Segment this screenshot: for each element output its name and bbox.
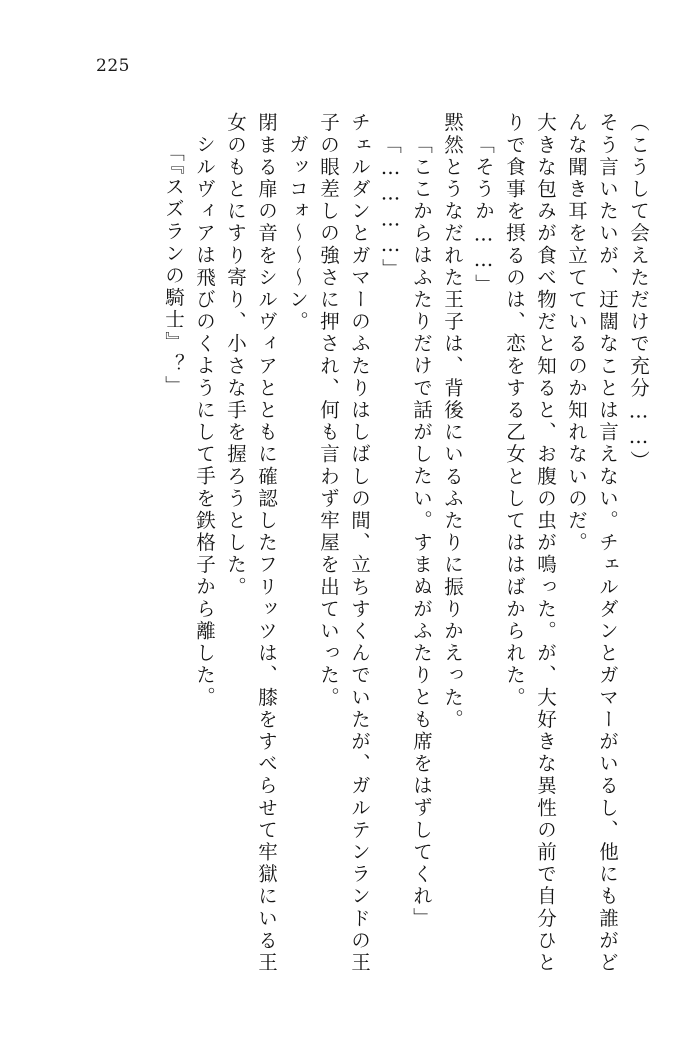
text-column: ガッコォ〜〜〜ン。 xyxy=(286,134,309,333)
text-column: シルヴィアは飛びのくようにして手を鉄格子から離した。 xyxy=(193,134,216,709)
text-column: 閉まる扉の音をシルヴィアとともに確認したフリッツは、膝をすべらせて牢獄にいる王 xyxy=(255,112,278,974)
text-column: 大きな包みが食べ物だと知ると、お腹の虫が鳴った。が、大好きな異性の前で自分ひと xyxy=(534,112,557,974)
text-column: 「…………」 xyxy=(379,134,402,281)
text-column: 女のもとにすり寄り、小さな手を握ろうとした。 xyxy=(224,112,247,599)
page-number: 225 xyxy=(96,56,130,76)
text-column: んな聞き耳を立てているのか知れないのだ。 xyxy=(565,112,588,554)
text-column: 黙然とうなだれた王子は、背後にいるふたりに振りかえった。 xyxy=(441,112,464,731)
text-column: そう言いたいが、迂闊なことは言えない。チェルダンとガマーがいるし、他にも誰がど xyxy=(596,112,619,974)
text-column: 「ここからはふたりだけで話がしたい。すまぬがふたりとも席をはずしてくれ」 xyxy=(410,134,433,930)
text-column: 「『スズランの騎士』？」 xyxy=(162,142,185,398)
text-column: 子の眼差しの強さに押され、何も言わず牢屋を出ていった。 xyxy=(317,112,340,709)
text-column: （こうして会えただけで充分……） xyxy=(627,112,650,473)
text-column: 「そうか……」 xyxy=(472,134,495,296)
text-column: チェルダンとガマーのふたりはしばしの間、立ちすくんでいたが、ガルテンランドの王 xyxy=(348,112,371,974)
text-column: りで食事を摂るのは、恋をする乙女としてははばかられた。 xyxy=(503,112,526,709)
vertical-text-block xyxy=(62,112,648,1002)
